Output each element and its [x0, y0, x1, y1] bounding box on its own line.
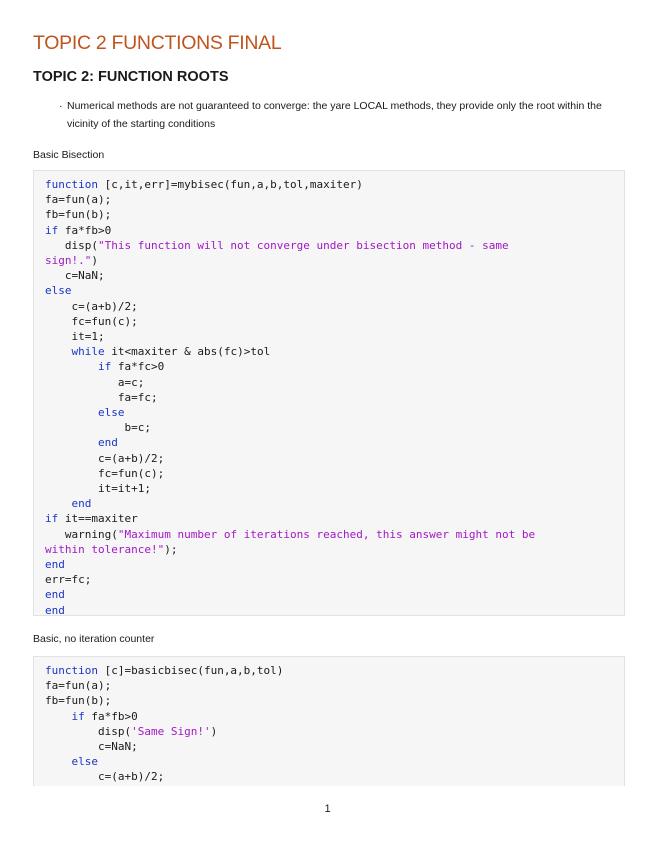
- code-line: it=1;: [45, 330, 105, 344]
- code-line: else: [97, 406, 125, 420]
- caption-no-iteration-counter: Basic, no iteration counter: [33, 633, 155, 645]
- code-line: while it<maxiter & abs(fc)>tol: [71, 345, 271, 359]
- code-line: disp('Same Sign!'): [45, 724, 218, 738]
- code-line: sign!."): [45, 254, 98, 268]
- code-line: function [c,it,err]=mybisec(fun,a,b,tol,maxiter): [45, 178, 363, 191]
- code-listing: [34, 657, 624, 785]
- code-listing: [34, 171, 624, 616]
- code-line: end: [71, 497, 92, 511]
- code-line: within tolerance!");: [45, 542, 178, 556]
- code-block-basicbisec: [33, 656, 625, 786]
- code-line: fc=fun(c);: [45, 466, 165, 480]
- code-line: end: [97, 436, 118, 450]
- code-line: end: [45, 603, 65, 616]
- code-line: fa=fc;: [45, 390, 158, 404]
- code-line: fb=fun(b);: [45, 208, 112, 222]
- page-number: 1: [324, 803, 331, 815]
- code-line: else: [45, 284, 72, 298]
- code-line: c=(a+b)/2;: [45, 770, 165, 784]
- code-line: disp("This function will not converge under bisection method - same: [45, 238, 509, 252]
- code-line: if it==maxiter: [45, 512, 138, 526]
- code-line: err=fc;: [45, 573, 92, 587]
- code-line: fa=fun(a);: [45, 193, 112, 207]
- code-line: end: [45, 558, 65, 572]
- page-title: TOPIC 2 FUNCTIONS FINAL: [33, 32, 282, 54]
- caption-basic-bisection: Basic Bisection: [33, 149, 105, 161]
- code-line: function [c]=basicbisec(fun,a,b,tol): [45, 664, 284, 677]
- code-line: else: [71, 755, 98, 769]
- code-line: fb=fun(b);: [45, 694, 112, 708]
- code-line: it=it+1;: [45, 482, 151, 496]
- code-line: if fa*fb>0: [45, 223, 112, 237]
- bullet-point: [59, 97, 627, 133]
- section-title: TOPIC 2: FUNCTION ROOTS: [33, 69, 229, 85]
- code-line: a=c;: [45, 375, 145, 389]
- code-block-mybisec: [33, 170, 625, 616]
- code-line: c=(a+b)/2;: [45, 299, 138, 313]
- code-line: b=c;: [45, 421, 151, 435]
- code-line: end: [45, 588, 65, 602]
- bullet-text: Numerical methods are not guaranteed to converge: the yare LOCAL methods, they provide only the root within the vicinity of the starting conditions: [67, 100, 602, 130]
- code-line: fc=fun(c);: [45, 314, 138, 328]
- code-line: if fa*fb>0: [71, 709, 138, 723]
- code-line: c=NaN;: [45, 269, 105, 283]
- code-line: warning("Maximum number of iterations reached, this answer might not be: [45, 527, 536, 541]
- code-line: if fa*fc>0: [97, 360, 165, 374]
- code-line: fa=fun(a);: [45, 679, 112, 693]
- bullet-marker: ·: [59, 100, 63, 112]
- code-line: c=NaN;: [45, 740, 138, 754]
- code-line: c=(a+b)/2;: [45, 451, 165, 465]
